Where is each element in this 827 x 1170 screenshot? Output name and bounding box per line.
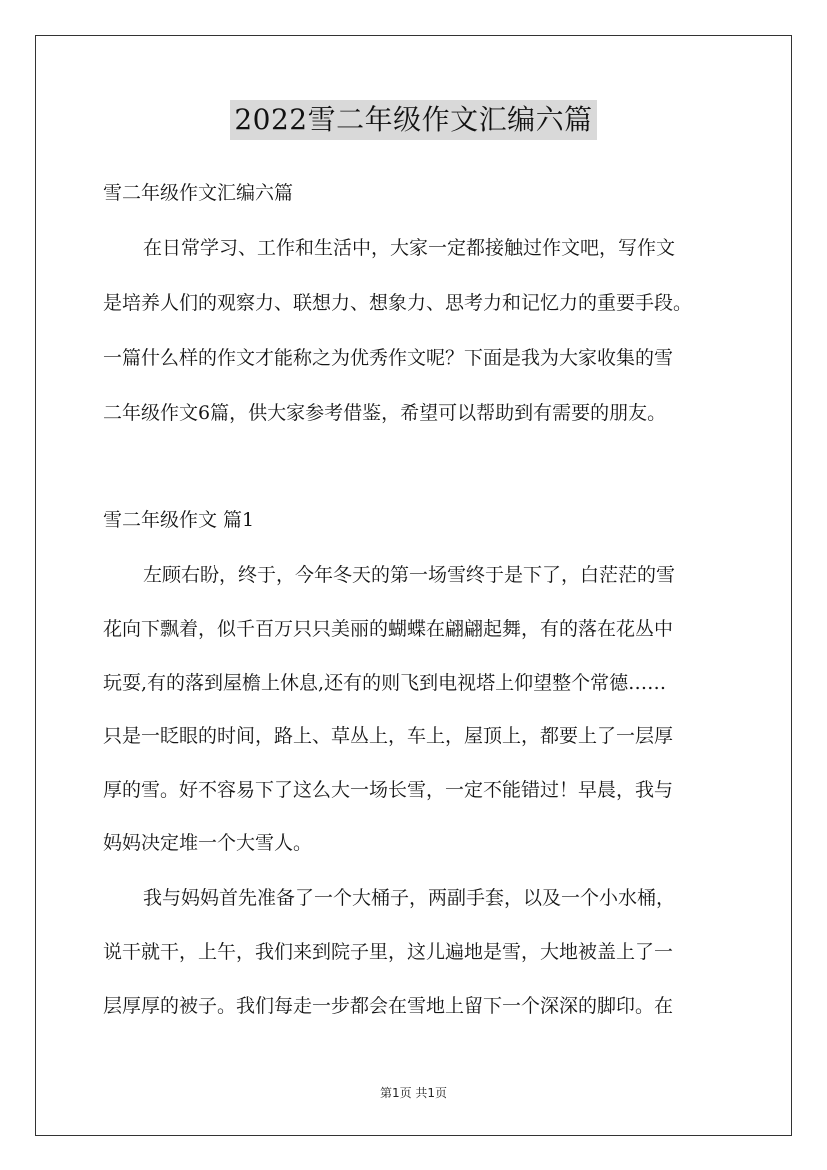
title-container bbox=[0, 100, 827, 140]
paragraph-line: 只是一眨眼的时间，路上、草丛上，车上，屋顶上，都要上了一层厚 bbox=[103, 725, 674, 747]
paragraph-line: 玩耍,有的落到屋檐上休息,还有的则飞到电视塔上仰望整个常德…… bbox=[103, 672, 667, 694]
intro-line: 一篇什么样的作文才能称之为优秀作文呢？下面是我为大家收集的雪 bbox=[103, 347, 674, 369]
paragraph-line: 妈妈决定堆一个大雪人。 bbox=[103, 832, 313, 854]
paragraph-line: 层厚厚的被子。我们每走一步都会在雪地上留下一个深深的脚印。在 bbox=[103, 995, 674, 1017]
section-heading: 雪二年级作文 篇1 bbox=[103, 509, 255, 531]
page-footer: 第1页 共1页 bbox=[379, 1086, 448, 1100]
paragraph-line: 我与妈妈首先准备了一个大桶子，两副手套，以及一个小水桶， bbox=[143, 887, 676, 909]
paragraph-line: 花向下飘着，似千百万只只美丽的蝴蝶在翩翩起舞，有的落在花丛中 bbox=[103, 618, 674, 640]
intro-line: 是培养人们的观察力、联想力、想象力、思考力和记忆力的重要手段。 bbox=[103, 292, 693, 314]
paragraph-line: 厚的雪。好不容易下了这么大一场长雪，一定不能错过！早晨，我与 bbox=[103, 779, 674, 801]
document-subtitle: 雪二年级作文汇编六篇 bbox=[103, 182, 294, 204]
intro-line: 在日常学习、工作和生活中，大家一定都接触过作文吧，写作文 bbox=[143, 237, 676, 259]
paragraph-line: 左顾右盼，终于，今年冬天的第一场雪终于是下了，白茫茫的雪 bbox=[143, 564, 676, 586]
document-title: 2022雪二年级作文汇编六篇 bbox=[230, 100, 596, 140]
paragraph-line: 说干就干，上午，我们来到院子里，这儿遍地是雪，大地被盖上了一 bbox=[103, 941, 674, 963]
intro-line: 二年级作文6篇，供大家参考借鉴，希望可以帮助到有需要的朋友。 bbox=[103, 402, 667, 424]
